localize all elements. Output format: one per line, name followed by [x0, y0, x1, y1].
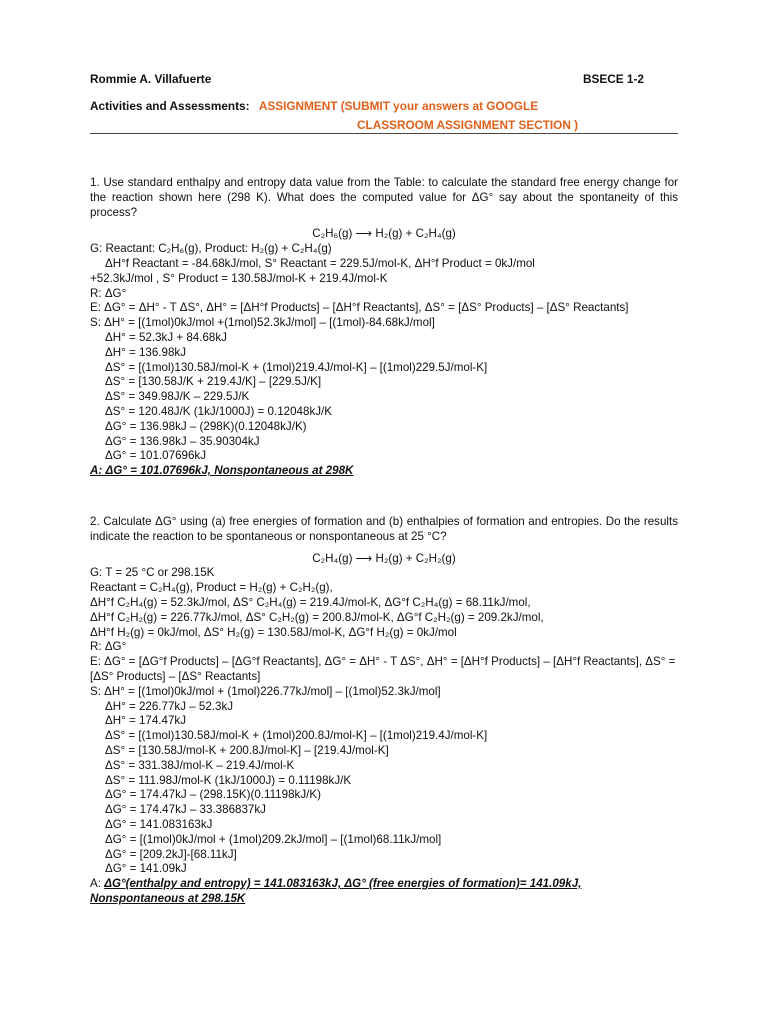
- q1-solution-step: ΔG° = 136.98kJ – 35.90304kJ: [105, 434, 260, 448]
- question-1: [90, 176, 678, 479]
- q1-solution-step: ΔS° = 349.98J/K – 229.5J/K: [105, 390, 250, 404]
- q2-solution-step: ΔH° = 226.77kJ – 52.3kJ: [105, 699, 234, 713]
- q1-solution-step: ΔS° = [(1mol)130.58J/mol-K + (1mol)219.4J/mol-K] – [(1mol)229.5J/mol-K]: [105, 360, 488, 374]
- q2-solution-step: S: ΔH° = [(1mol)0kJ/mol + (1mol)226.77kJ/mol] – [(1mol)52.3kJ/mol]: [90, 684, 441, 698]
- activities-heading: [90, 99, 538, 114]
- q2-solution-step: ΔH° = 174.47kJ: [105, 714, 187, 728]
- q2-given-values: ΔH°f C₂H₄(g) = 52.3kJ/mol, ΔS° C₂H₄(g) = 219.4J/mol-K, ΔG°f C₂H₄(g) = 68.11kJ/mol,: [90, 595, 531, 609]
- q1-required: R: ΔG°: [90, 286, 127, 300]
- q2-prompt: 2. Calculate ΔG° using (a) free energies of formation and (b) enthalpies of formation and entropies. Do the results indicate the reaction to be spontaneous or nonspontaneous at 25 °C?: [90, 515, 678, 543]
- section-label: BSECE 1-2: [583, 72, 644, 86]
- header-divider: [90, 133, 678, 134]
- q1-solution-step: ΔH° = 136.98kJ: [105, 345, 187, 359]
- q2-solution-step: ΔS° = 111.98J/mol-K (1kJ/1000J) = 0.11198kJ/K: [105, 773, 352, 787]
- q2-answer-text: ΔG°(enthalpy and entropy) = 141.083163kJ, ΔG° (free energies of formation)= 141.09kJ, Nonspontaneous at 298.15K: [90, 877, 582, 905]
- assignment-instruction-line1: ASSIGNMENT (SUBMIT your answers at GOOGLE: [258, 99, 539, 113]
- q2-given-values: ΔH°f C₂H₂(g) = 226.77kJ/mol, ΔS° C₂H₂(g) = 200.8J/mol-K, ΔG°f C₂H₂(g) = 209.2kJ/mol,: [90, 610, 544, 624]
- q2-solution-step: ΔG° = 141.083163kJ: [105, 817, 213, 831]
- q2-solution-step: ΔS° = [130.58J/mol-K + 200.8J/mol-K] – [219.4J/mol-K]: [105, 743, 389, 757]
- student-name: Rommie A. Villafuerte: [90, 72, 212, 86]
- assignment-instruction-line2: CLASSROOM ASSIGNMENT SECTION ): [357, 118, 579, 132]
- q1-given-values: ΔH°f Reactant = -84.68kJ/mol, S° Reactant = 229.5J/mol-K, ΔH°f Product = 0kJ/mol: [105, 256, 535, 270]
- q1-answer: A: ΔG° = 101.07696kJ, Nonspontaneous at 298K: [90, 464, 354, 478]
- q2-solution-step: ΔG° = [209.2kJ]-[68.11kJ]: [105, 847, 237, 861]
- q2-solution-step: ΔG° = 174.47kJ – (298.15K)(0.11198kJ/K): [105, 788, 321, 802]
- q2-solution-step: ΔG° = [(1mol)0kJ/mol + (1mol)209.2kJ/mol] – [(1mol)68.11kJ/mol]: [105, 832, 442, 846]
- q1-solution-step: ΔS° = [130.58J/K + 219.4J/K] – [229.5J/K]: [105, 375, 322, 389]
- q1-solution-step: ΔG° = 136.98kJ – (298K)(0.12048kJ/K): [105, 419, 307, 433]
- q2-answer-prefix: A:: [90, 877, 105, 891]
- q1-equations: E: ΔG° = ΔH° - T ΔS°, ΔH° = [ΔH°f Products] – [ΔH°f Reactants], ΔS° = [ΔS° Products] – [ΔS° Reactants]: [90, 301, 629, 315]
- q2-answer: [90, 877, 678, 907]
- q2-required: R: ΔG°: [90, 640, 127, 654]
- q2-given-species: Reactant = C₂H₄(g), Product = H₂(g) + C₂H₂(g),: [90, 581, 333, 595]
- q1-solution-step: ΔH° = 52.3kJ + 84.68kJ: [105, 330, 227, 344]
- q2-solution-step: ΔS° = 331.38J/mol-K – 219.4J/mol-K: [105, 758, 295, 772]
- q1-prompt: 1. Use standard enthalpy and entropy data value from the Table: to calculate the standard free energy change for the reaction shown here (298 K). What does the computed value for ΔG° say about the spontaneity of this process?: [90, 176, 678, 219]
- q1-given: G: Reactant: C₂H₆(g), Product: H₂(g) + C₂H₄(g): [90, 242, 332, 256]
- q1-given-values-cont: +52.3kJ/mol , S° Product = 130.58J/mol-K + 219.4J/mol-K: [90, 271, 388, 285]
- q2-equations: E: ΔG° = [ΔG°f Products] – [ΔG°f Reactants], ΔG° = ΔH° - T ΔS°, ΔH° = [ΔH°f Products] – [ΔH°f Reactants], ΔS° = [ΔS° Products] – [ΔS° Reactants]: [90, 655, 676, 683]
- q2-solution-step: ΔG° = 141.09kJ: [105, 862, 187, 876]
- q2-given-values: ΔH°f H₂(g) = 0kJ/mol, ΔS° H₂(g) = 130.58J/mol-K, ΔG°f H₂(g) = 0kJ/mol: [90, 625, 457, 639]
- q1-solution-step: ΔG° = 101.07696kJ: [105, 449, 207, 463]
- q2-solution-step: ΔG° = 174.47kJ – 33.386837kJ: [105, 803, 266, 817]
- question-2: [90, 515, 678, 907]
- q2-solution-step: ΔS° = [(1mol)130.58J/mol-K + (1mol)200.8J/mol-K] – [(1mol)219.4J/mol-K]: [105, 729, 488, 743]
- activities-label: Activities and Assessments:: [90, 99, 250, 113]
- q1-equation: C₂H₆(g) ⟶ H₂(g) + C₂H₄(g): [312, 227, 456, 241]
- q1-solution-step: S: ΔH° = [(1mol)0kJ/mol +(1mol)52.3kJ/mol] – [(1mol)-84.68kJ/mol]: [90, 316, 435, 330]
- q2-given: G: T = 25 °C or 298.15K: [90, 566, 215, 580]
- q1-solution-step: ΔS° = 120.48J/K (1kJ/1000J) = 0.12048kJ/K: [105, 404, 333, 418]
- q2-equation: C₂H₄(g) ⟶ H₂(g) + C₂H₂(g): [312, 551, 456, 565]
